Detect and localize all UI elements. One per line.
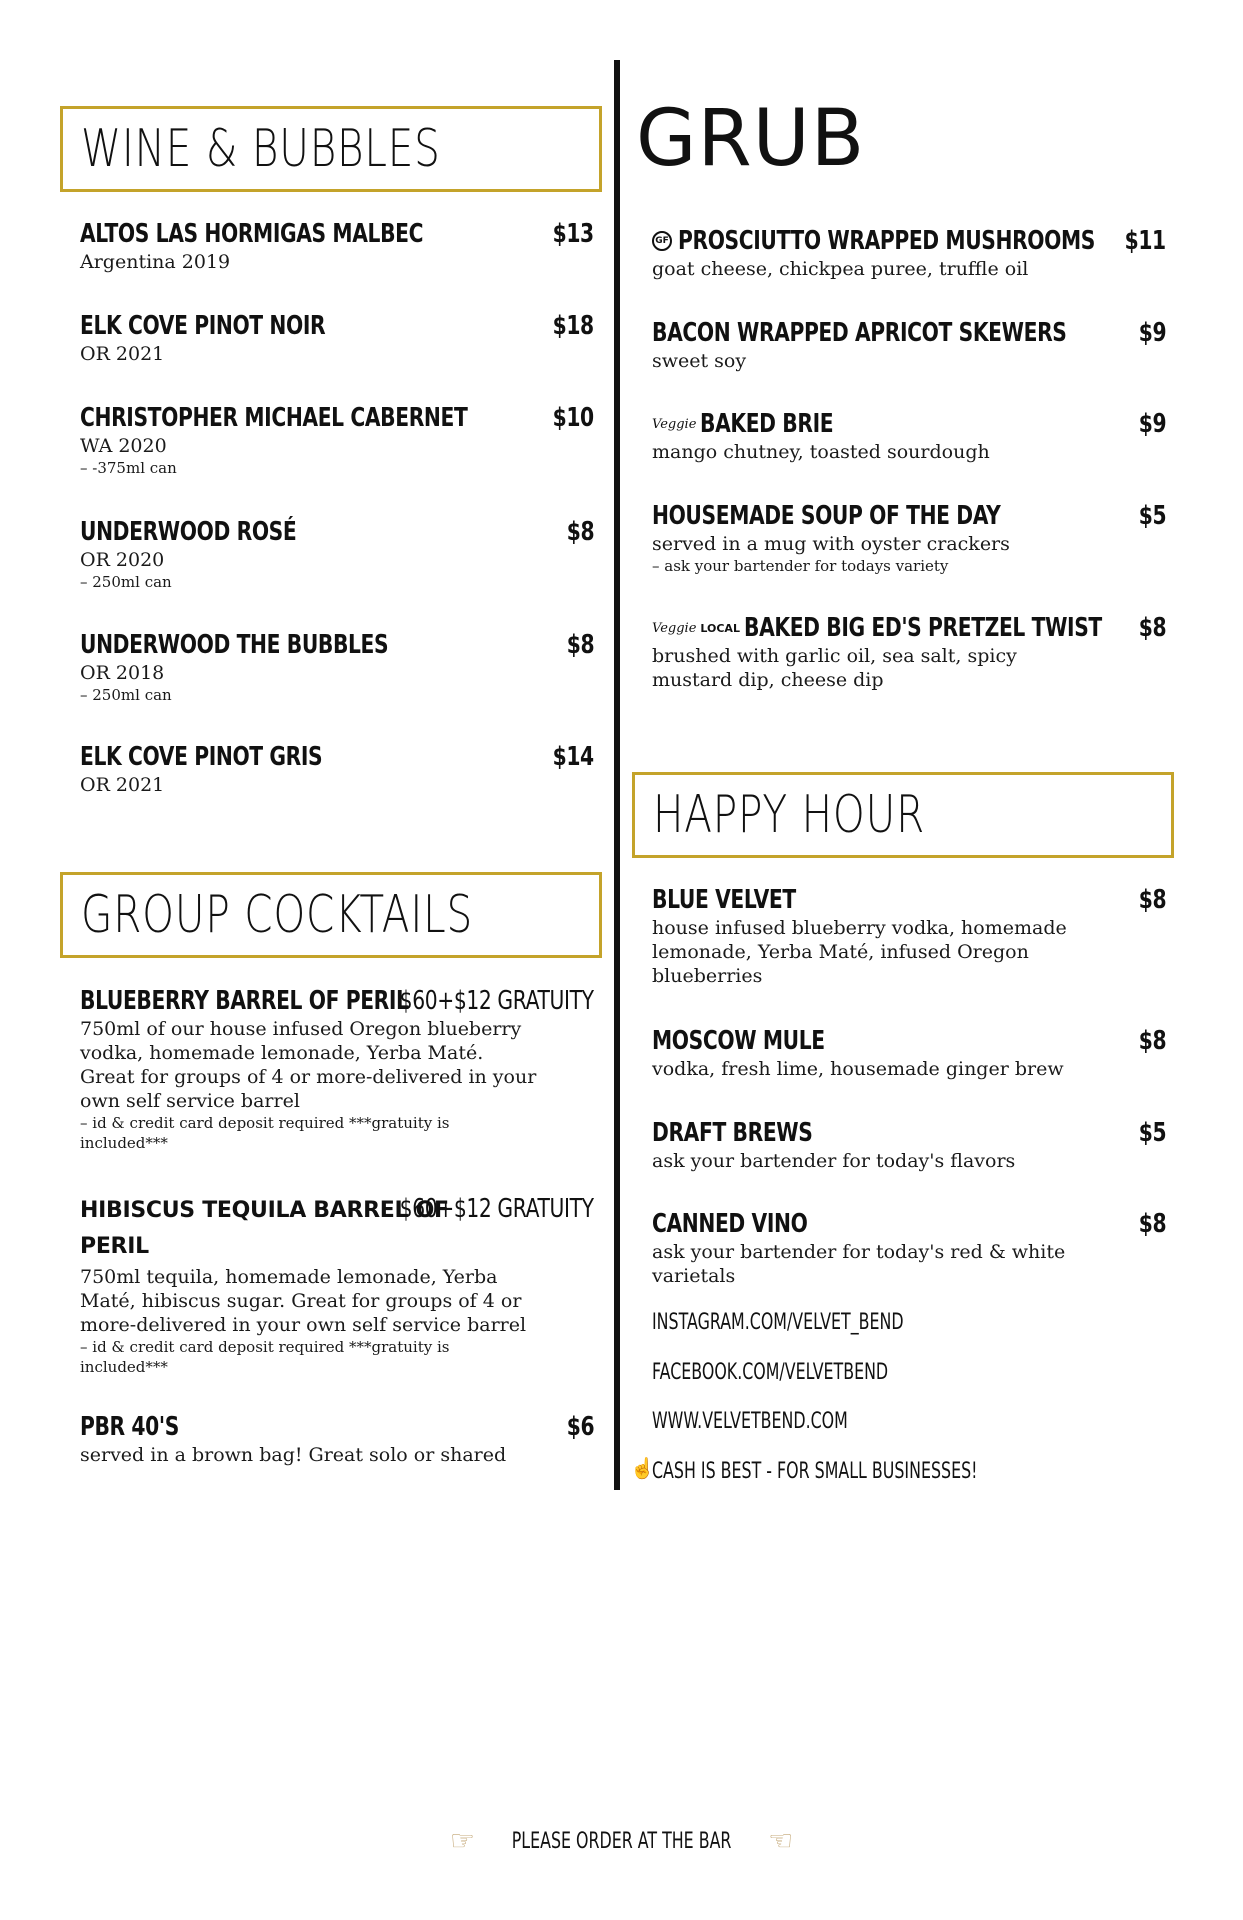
wine-item [80,218,594,274]
local-icon: LOCAL [700,621,740,635]
item-name: ALTOS LAS HORMIGAS MALBEC [80,219,424,249]
item-note: – 250ml can [80,573,172,591]
item-note: – ask your bartender for todays variety [652,557,949,575]
happy-hour-item [652,884,1166,988]
item-desc: OR 2018 [80,662,165,684]
pointing-hand-icon: ☞ [449,1826,475,1857]
wine-item [80,629,594,705]
grub-heading: GRUB [636,94,866,184]
item-note: – id & credit card deposit required ***gratuity is included*** [80,1114,450,1152]
item-price: $8 [1138,1209,1166,1239]
item-desc: vodka, fresh lime, housemade ginger brew [652,1058,1064,1080]
item-price: $18 [552,311,594,341]
instagram-link: INSTAGRAM.COM/VELVET_BEND [652,1310,904,1335]
gluten-free-icon: GF [652,231,672,251]
item-price: $5 [1138,501,1166,531]
item-name: DRAFT BREWS [652,1118,813,1148]
cocktail-item [80,985,594,1153]
grub-item [652,612,1166,692]
item-desc: Argentina 2019 [80,251,231,273]
item-desc: sweet soy [652,350,747,372]
item-price: $8 [1138,613,1166,643]
item-name: HOUSEMADE SOUP OF THE DAY [652,501,1001,531]
item-desc: served in a mug with oyster crackers [652,533,1010,555]
happy-hour-item [652,1117,1166,1173]
item-desc: served in a brown bag! Great solo or shared [80,1444,507,1466]
cocktail-item [80,1193,594,1377]
item-price: $8 [566,630,594,660]
happy-hour-item [652,1025,1166,1081]
item-desc: 750ml of our house infused Oregon blueberry vodka, homemade lemonade, Yerba Maté. Great for groups of 4 or more-delivered in your own self service barrel [80,1018,537,1112]
happy-hour-heading: HAPPY HOUR [632,772,1174,858]
item-desc: house infused blueberry vodka, homemade lemonade, Yerba Maté, infused Oregon blueberries [652,917,1067,987]
footer [0,1824,1243,1858]
item-price: $8 [1138,1026,1166,1056]
item-price: $8 [566,517,594,547]
item-price: $9 [1138,318,1166,348]
item-desc: OR 2021 [80,774,165,796]
item-name: MOSCOW MULE [652,1026,825,1056]
item-name: UNDERWOOD THE BUBBLES [80,630,389,660]
item-desc: brushed with garlic oil, sea salt, spicy mustard dip, cheese dip [652,645,1017,691]
pointing-hand-icon: ☜ [768,1826,794,1857]
cocktail-item [80,1411,594,1467]
item-price: $9 [1138,409,1166,439]
wine-heading: WINE & BUBBLES [60,106,602,192]
footer-text: PLEASE ORDER AT THE BAR [511,1828,732,1854]
item-price: $10 [552,403,594,433]
item-name: PROSCIUTTO WRAPPED MUSHROOMS [678,226,1096,256]
cash-note: CASH IS BEST - FOR SMALL BUSINESSES! [652,1459,978,1484]
item-price: $14 [552,742,594,772]
item-desc: OR 2020 [80,549,165,571]
grub-item [652,408,1166,464]
item-note: – -375ml can [80,459,177,477]
item-price: $60+$12 GRATUITY [400,1194,594,1224]
item-desc: ask your bartender for today's red & white varietals [652,1241,1066,1287]
column-divider [614,60,620,1490]
item-name: CHRISTOPHER MICHAEL CABERNET [80,403,468,433]
item-desc: 750ml tequila, homemade lemonade, Yerba Maté, hibiscus sugar. Great for groups of 4 or more-delivered in your own self service barrel [80,1266,527,1336]
grub-item [652,500,1166,576]
item-name: CANNED VINO [652,1209,808,1239]
item-note: – 250ml can [80,686,172,704]
item-desc: WA 2020 [80,435,167,457]
website-link: WWW.VELVETBEND.COM [652,1409,848,1434]
item-name: ELK COVE PINOT GRIS [80,742,323,772]
item-name: BLUEBERRY BARREL OF PERIL [80,986,409,1016]
facebook-link: FACEBOOK.COM/VELVETBEND [652,1360,889,1385]
item-name: BAKED BRIE [700,409,834,439]
item-price: $13 [552,219,594,249]
item-price: $6 [566,1412,594,1442]
pointing-hand-icon: ☝ [630,1458,655,1480]
veggie-icon: Veggie [652,416,697,432]
item-price: $5 [1138,1118,1166,1148]
item-price: $60+$12 GRATUITY [400,986,594,1016]
item-name: BACON WRAPPED APRICOT SKEWERS [652,318,1067,348]
wine-item [80,310,594,366]
item-name: HIBISCUS TEQUILA BARREL OF PERIL [80,1198,449,1259]
happy-hour-item [652,1208,1166,1288]
item-name: ELK COVE PINOT NOIR [80,311,326,341]
wine-item [80,516,594,592]
item-desc: OR 2021 [80,343,165,365]
item-name: PBR 40'S [80,1412,179,1442]
wine-item [80,402,594,478]
item-desc: ask your bartender for today's flavors [652,1150,1016,1172]
grub-item [652,317,1166,373]
item-name: BLUE VELVET [652,885,796,915]
veggie-icon: Veggie [652,620,697,636]
grub-item [652,225,1166,281]
item-desc: goat cheese, chickpea puree, truffle oil [652,258,1029,280]
item-price: $8 [1138,885,1166,915]
item-name: UNDERWOOD ROSÉ [80,517,297,547]
item-note: – id & credit card deposit required ***gratuity is included*** [80,1338,450,1376]
item-price: $11 [1124,226,1166,256]
item-desc: mango chutney, toasted sourdough [652,441,990,463]
cocktails-heading: GROUP COCKTAILS [60,872,602,958]
item-name: BAKED BIG ED'S PRETZEL TWIST [743,613,1102,643]
wine-item [80,741,594,797]
